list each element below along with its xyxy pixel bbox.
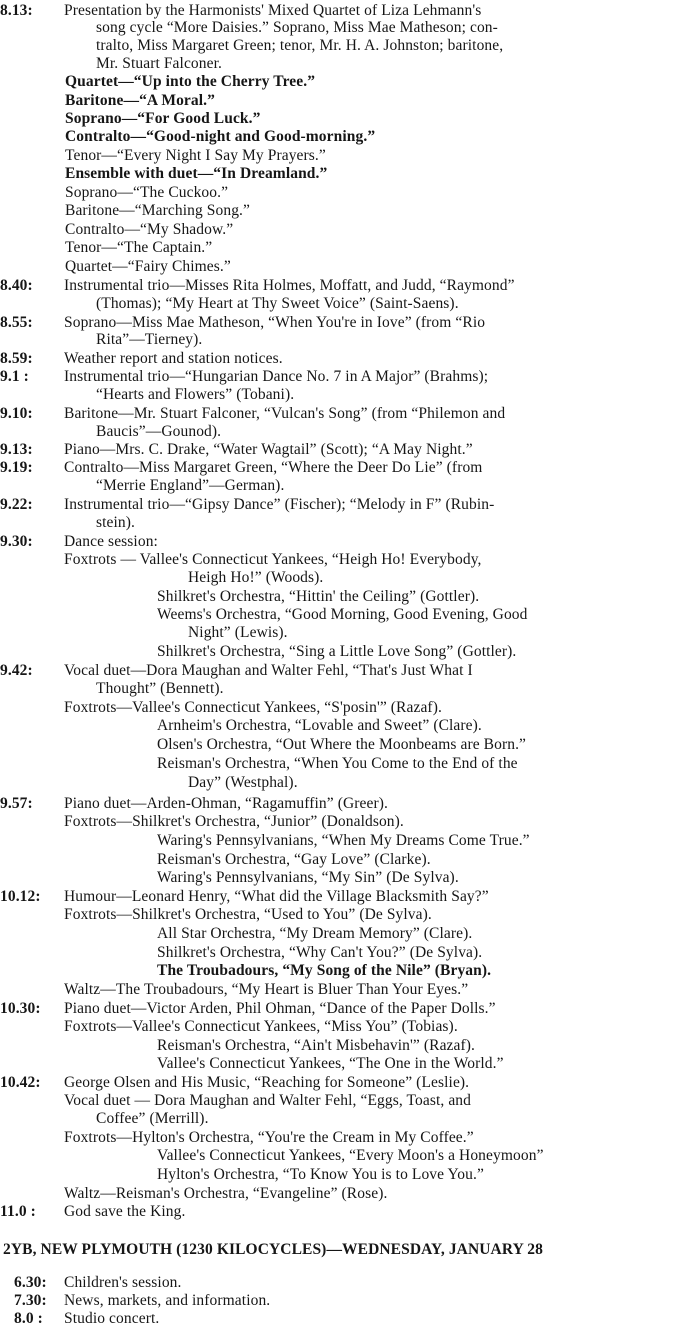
entry-line: Humour—Leonard Henry, “What did the Village Blacksmith Say?” — [64, 888, 489, 905]
item-line: Night” (Lewis). — [188, 624, 288, 641]
entry-line: Contralto—Miss Margaret Green, “Where the Deer Do Lie” (from — [64, 459, 483, 476]
entry-line: Piano duet—Victor Arden, Phil Ohman, “Dance of the Paper Dolls.” — [64, 1000, 496, 1017]
item-line: Reisman's Orchestra, “Gay Love” (Clarke). — [157, 851, 431, 868]
item-line: Hylton's Orchestra, “To Know You is to Love You.” — [157, 1166, 484, 1183]
item-line: Weems's Orchestra, “Good Morning, Good Evening, Good — [157, 606, 528, 623]
entry-line: Children's session. — [64, 1274, 182, 1291]
item-line: Vallee's Connecticut Yankees, “Every Moon's a Honeymoon” — [157, 1147, 544, 1164]
entry-line: Instrumental trio—Misses Rita Holmes, Moffatt, and Judd, “Raymond” — [64, 277, 515, 294]
time-8-59: 8.59: — [0, 350, 33, 367]
time-9-13: 9.13: — [0, 441, 33, 458]
item-line: Baritone—“A Moral.” — [65, 92, 215, 109]
item-line: Waltz—The Troubadours, “My Heart is Bluer Than Your Eyes.” — [64, 981, 469, 998]
item-line: Tenor—“Every Night I Say My Prayers.” — [65, 147, 326, 164]
time-9-1: 9.1 : — [0, 368, 29, 385]
item-line: Foxtrots—Shilkret's Orchestra, “Used to You” (De Sylva). — [64, 906, 432, 923]
item-line: Day” (Westphal). — [188, 774, 298, 791]
item-line: Foxtrots—Hylton's Orchestra, “You're the Cream in My Coffee.” — [64, 1129, 474, 1146]
item-line: Reisman's Orchestra, “When You Come to the End of the — [157, 755, 518, 772]
time-9-57: 9.57: — [0, 795, 33, 812]
station-heading: 2YB, NEW PLYMOUTH (1230 KILOCYCLES)—WEDNESDAY, JANUARY 28 — [3, 1241, 543, 1258]
item-line: Waltz—Reisman's Orchestra, “Evangeline” (Rose). — [64, 1185, 388, 1202]
entry-line: News, markets, and information. — [64, 1292, 271, 1309]
entry-line: “Merrie England”—German). — [96, 477, 285, 494]
item-line: Baritone—“Marching Song.” — [65, 202, 251, 219]
item-line: Olsen's Orchestra, “Out Where the Moonbeams are Born.” — [157, 736, 527, 753]
item-line: All Star Orchestra, “My Dream Memory” (Clare). — [157, 925, 473, 942]
time-9-30: 9.30: — [0, 533, 33, 550]
entry-line: God save the King. — [64, 1203, 186, 1220]
entry-line: Soprano—Miss Mae Matheson, “When You're in Iove” (from “Rio — [64, 314, 486, 331]
item-line: Soprano—“The Cuckoo.” — [65, 184, 229, 201]
item-line: Waring's Pennsylvanians, “My Sin” (De Sylva). — [157, 869, 459, 886]
entry-line: Rita”—Tierney). — [96, 331, 203, 348]
time-8-40: 8.40: — [0, 277, 33, 294]
item-line: Waring's Pennsylvanians, “When My Dreams Come True.” — [157, 832, 530, 849]
item-line: Foxtrots—Vallee's Connecticut Yankees, “Miss You” (Tobias). — [64, 1018, 458, 1035]
item-line: Arnheim's Orchestra, “Lovable and Sweet” (Clare). — [157, 717, 482, 734]
entry-line: Instrumental trio—“Hungarian Dance No. 7 in A Major” (Brahms); — [64, 368, 489, 385]
entry-line: song cycle “More Daisies.” Soprano, Miss Mae Matheson; con- — [96, 19, 498, 36]
time-6-30: 6.30: — [14, 1274, 47, 1291]
entry-line: (Thomas); “My Heart at Thy Sweet Voice” (Saint-Saens). — [96, 295, 459, 312]
entry-line: Instrumental trio—“Gipsy Dance” (Fischer); “Melody in F” (Rubin- — [64, 496, 495, 513]
entry-line: Presentation by the Harmonists' Mixed Quartet of Liza Lehmann's — [64, 2, 482, 19]
entry-line: “Hearts and Flowers” (Tobani). — [96, 386, 295, 403]
item-line: Heigh Ho!” (Woods). — [188, 569, 324, 586]
time-11-0: 11.0 : — [0, 1203, 36, 1220]
entry-line: Baritone—Mr. Stuart Falconer, “Vulcan's Song” (from “Philemon and — [64, 405, 506, 422]
entry-line: tralto, Miss Margaret Green; tenor, Mr. H. A. Johnston; baritone, — [96, 37, 504, 54]
time-9-22: 9.22: — [0, 496, 33, 513]
time-9-10: 9.10: — [0, 405, 33, 422]
entry-line: Baucis”—Gounod). — [96, 423, 222, 440]
item-line: Foxtrots—Vallee's Connecticut Yankees, “S'posin'” (Razaf). — [64, 699, 442, 716]
time-10-42: 10.42: — [0, 1074, 41, 1091]
item-line: Contralto—“My Shadow.” — [65, 221, 234, 238]
time-10-12: 10.12: — [0, 888, 41, 905]
entry-line: Weather report and station notices. — [64, 350, 283, 367]
entry-line: Studio concert. — [64, 1310, 160, 1327]
time-8-55: 8.55: — [0, 314, 33, 331]
item-line: Reisman's Orchestra, “Ain't Misbehavin'” (Razaf). — [157, 1037, 476, 1054]
entry-line: George Olsen and His Music, “Reaching for Someone” (Leslie). — [64, 1074, 470, 1091]
time-9-19: 9.19: — [0, 459, 33, 476]
item-line: The Troubadours, “My Song of the Nile” (Bryan). — [157, 962, 492, 979]
item-line: Vocal duet — Dora Maughan and Walter Fehl, “Eggs, Toast, and — [64, 1092, 472, 1109]
item-line: Shilkret's Orchestra, “Hittin' the Ceiling” (Gottler). — [157, 588, 480, 605]
item-line: Shilkret's Orchestra, “Why Can't You?” (De Sylva). — [157, 944, 483, 961]
time-8-0: 8.0 : — [14, 1310, 43, 1327]
entry-line: Mr. Stuart Falconer. — [96, 55, 222, 72]
entry-line: Piano—Mrs. C. Drake, “Water Wagtail” (Scott); “A May Night.” — [64, 441, 473, 458]
item-line: Vallee's Connecticut Yankees, “The One in the World.” — [157, 1055, 504, 1072]
item-line: Foxtrots—Shilkret's Orchestra, “Junior” (Donaldson). — [64, 813, 404, 830]
item-line: Tenor—“The Captain.” — [65, 239, 213, 256]
time-9-42: 9.42: — [0, 662, 33, 679]
entry-line: stein). — [96, 514, 136, 531]
item-line: Contralto—“Good-night and Good-morning.” — [65, 128, 376, 145]
item-line: Foxtrots — Vallee's Connecticut Yankees, “Heigh Ho! Everybody, — [64, 551, 482, 568]
entry-line: Dance session: — [64, 533, 158, 550]
item-line: Ensemble with duet—“In Dreamland.” — [65, 165, 328, 182]
item-line: Soprano—“For Good Luck.” — [65, 110, 261, 127]
item-line: Quartet—“Up into the Cherry Tree.” — [65, 73, 316, 90]
entry-line: Vocal duet—Dora Maughan and Walter Fehl, “That's Just What I — [64, 662, 473, 679]
item-line: Shilkret's Orchestra, “Sing a Little Love Song” (Gottler). — [157, 643, 517, 660]
item-line: Quartet—“Fairy Chimes.” — [65, 258, 231, 275]
time-7-30: 7.30: — [14, 1292, 47, 1309]
item-line: Coffee” (Merrill). — [96, 1110, 209, 1127]
entry-line: Thought” (Bennett). — [96, 680, 224, 697]
entry-line: Piano duet—Arden-Ohman, “Ragamuffin” (Greer). — [64, 795, 389, 812]
time-10-30: 10.30: — [0, 1000, 41, 1017]
time-8-13: 8.13: — [0, 2, 33, 19]
